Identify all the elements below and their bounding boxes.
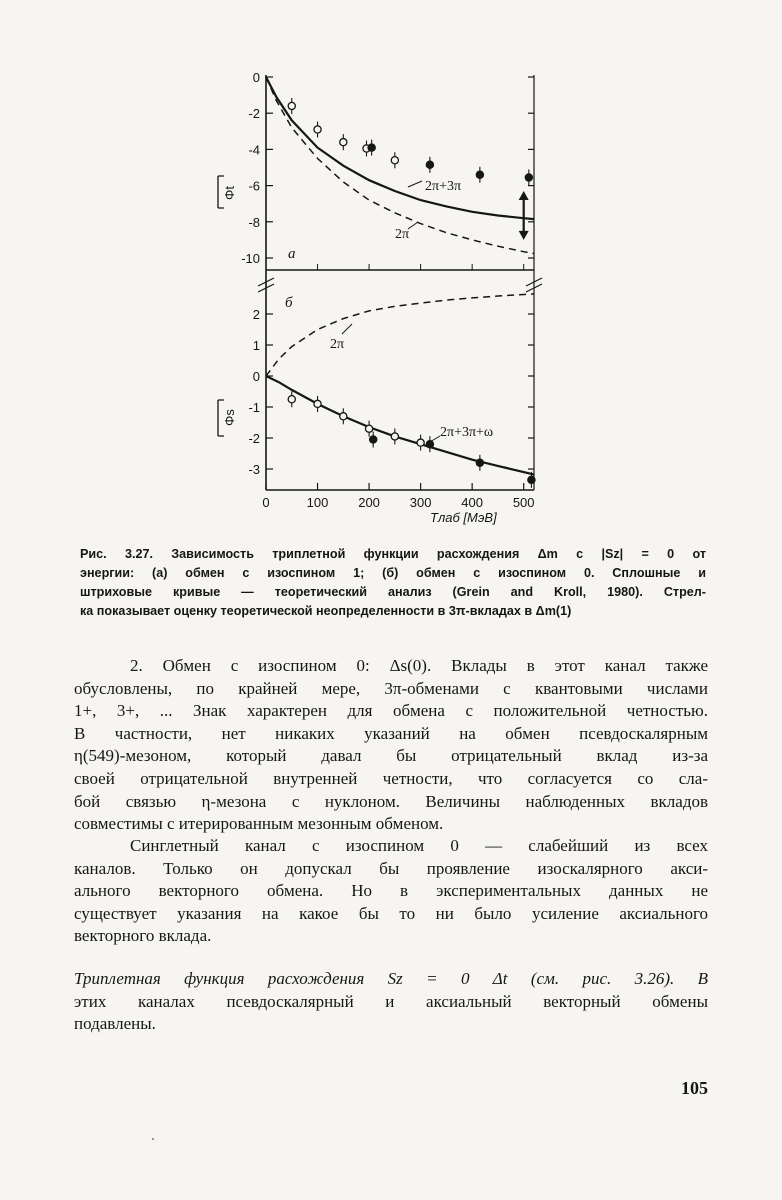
xtick-label-5: 500: [512, 495, 535, 510]
x-ticks: [262, 264, 534, 510]
leader-top-dashed: [408, 222, 418, 229]
ytick-label-bottom-3: -1: [248, 400, 260, 415]
bottom-point-3-2: [476, 459, 483, 466]
caption-line-3: штриховые кривые — теоретический анализ (Grein and Kroll, 1980). Стрел-: [80, 585, 706, 599]
leader-bottom-dashed: [342, 324, 352, 334]
paper-speck: [152, 1138, 154, 1140]
p2-line-2: каналов. Только он допускал бы проявление изоскалярного акси-: [74, 858, 708, 878]
ylabel-bottom-text: Φs: [222, 409, 237, 426]
leader-top-solid: [408, 181, 422, 187]
p2-line-3: ального векторного обмена. Но в экспериментальных данных не: [74, 881, 708, 901]
top-point-2-1: [314, 126, 321, 133]
xlabel: Tлаб [МэВ]: [430, 510, 497, 525]
bottom-point-2-4: [391, 433, 398, 440]
ytick-label-bottom-1: 1: [252, 338, 260, 353]
top-point-2-2: [340, 139, 347, 146]
ytick-label-bottom-4: -2: [248, 431, 260, 446]
caption-line-2: энергии: (а) обмен с изоспином 1; (б) обмен с изоспином 0. Сплошные и: [80, 566, 706, 580]
top-point-3-0: [368, 144, 375, 151]
bottom-point-2-2: [340, 413, 347, 420]
ytick-label-top-1: -2: [248, 106, 260, 122]
p2-line-5: векторного вклада.: [74, 926, 212, 946]
p1-line-1: 2. Обмен с изоспином 0: Δs(0). Вклады в этот канал также: [130, 656, 708, 675]
xtick-label-3: 300: [409, 495, 432, 510]
label-top-dashed: 2π: [395, 227, 410, 242]
p1-line-4: В частности, нет никаких указаний на обмен псевдоскалярным: [74, 723, 708, 743]
paragraph-triplet: [74, 968, 708, 1036]
label-bottom-dashed: 2π: [330, 337, 345, 352]
xtick-label-0: 0: [262, 495, 270, 510]
p3-line-3: подавлены.: [74, 1014, 156, 1034]
ytick-label-top-4: -8: [248, 214, 260, 230]
bottom-point-3-3: [528, 476, 535, 483]
ylabel-bottom: [218, 400, 237, 436]
top-curve-0: [266, 77, 534, 219]
p1-line-3: 1+, 3+, ... Знак характерен для обмена с положительной четностью.: [74, 701, 708, 721]
p1-line-2: обусловлены, по крайней мере, 3π-обменами с квантовыми числами: [74, 678, 708, 698]
figure-caption: [80, 545, 706, 621]
bottom-curve-0: [266, 294, 534, 376]
p1-line-7: бой связью η-мезона с нуклоном. Величины наблюденных вкладов: [74, 791, 708, 811]
ytick-label-top-5: -10: [241, 251, 260, 266]
xtick-label-1: 100: [306, 495, 329, 510]
top-point-3-2: [476, 171, 483, 178]
figure-svg: [0, 0, 782, 540]
top-point-3-1: [426, 161, 433, 168]
caption-line-4: ка показывает оценку теоретической неопределенности в 3π-вкладах в Δm(1): [80, 604, 572, 618]
label-bottom-solid: 2π+3π+ω: [440, 425, 494, 440]
ytick-label-bottom-0: 2: [252, 307, 260, 322]
ticks-top: [241, 70, 534, 266]
ytick-label-bottom-5: -3: [248, 462, 260, 477]
ylabel-top-text: Φt: [222, 186, 237, 200]
page-number: 105: [681, 1078, 708, 1098]
bottom-point-3-0: [370, 436, 377, 443]
ytick-label-bottom-2: 0: [252, 369, 260, 384]
figure: [0, 0, 782, 540]
xtick-label-4: 400: [461, 495, 484, 510]
bottom-point-2-0: [288, 396, 295, 403]
p2-line-4: существует указания на какое бы то ни было усиление аксиального: [74, 903, 708, 923]
caption-line-1: Рис. 3.27. Зависимость триплетной функции расхождения Δm с |Sz| = 0 от: [80, 547, 706, 561]
curves: [266, 77, 534, 475]
p3-line-2: этих каналах псевдоскалярный и аксиальный векторный обмены: [74, 991, 708, 1011]
points: [288, 98, 535, 488]
ytick-label-top-0: 0: [252, 70, 260, 85]
ytick-label-top-2: -4: [248, 142, 260, 158]
uncertainty-arrow: [519, 191, 529, 240]
p1-line-6: своей отрицательной внутренней четности, что согласуется со сла-: [74, 768, 708, 788]
top-point-2-4: [391, 157, 398, 164]
p1-line-5: η(549)-мезоном, который давал бы отрицательный вклад из-за: [74, 746, 708, 766]
ytick-label-top-3: -6: [248, 178, 260, 194]
panel-label-b: б: [285, 295, 293, 311]
bottom-curve-1: [266, 376, 534, 475]
label-top-solid: 2π+3π: [425, 179, 462, 194]
xtick-label-2: 200: [358, 495, 380, 510]
paragraph-isospin-0: [74, 655, 708, 836]
bottom-point-2-3: [365, 425, 372, 432]
top-point-3-3: [525, 174, 532, 181]
p3-line-1: Триплетная функция расхождения Sz = 0 Δt (см. рис. 3.26). В: [74, 969, 708, 988]
p1-line-8: совместимы с итерированным мезонным обменом.: [74, 814, 444, 834]
top-point-2-0: [288, 102, 295, 109]
paragraph-singlet: [74, 835, 708, 948]
p2-line-1: Синглетный канал с изоспином 0 — слабейший из всех: [130, 836, 708, 855]
bottom-point-2-5: [417, 439, 424, 446]
panel-label-a: а: [288, 246, 296, 262]
ylabel-top: [218, 176, 237, 208]
bottom-point-2-1: [314, 400, 321, 407]
